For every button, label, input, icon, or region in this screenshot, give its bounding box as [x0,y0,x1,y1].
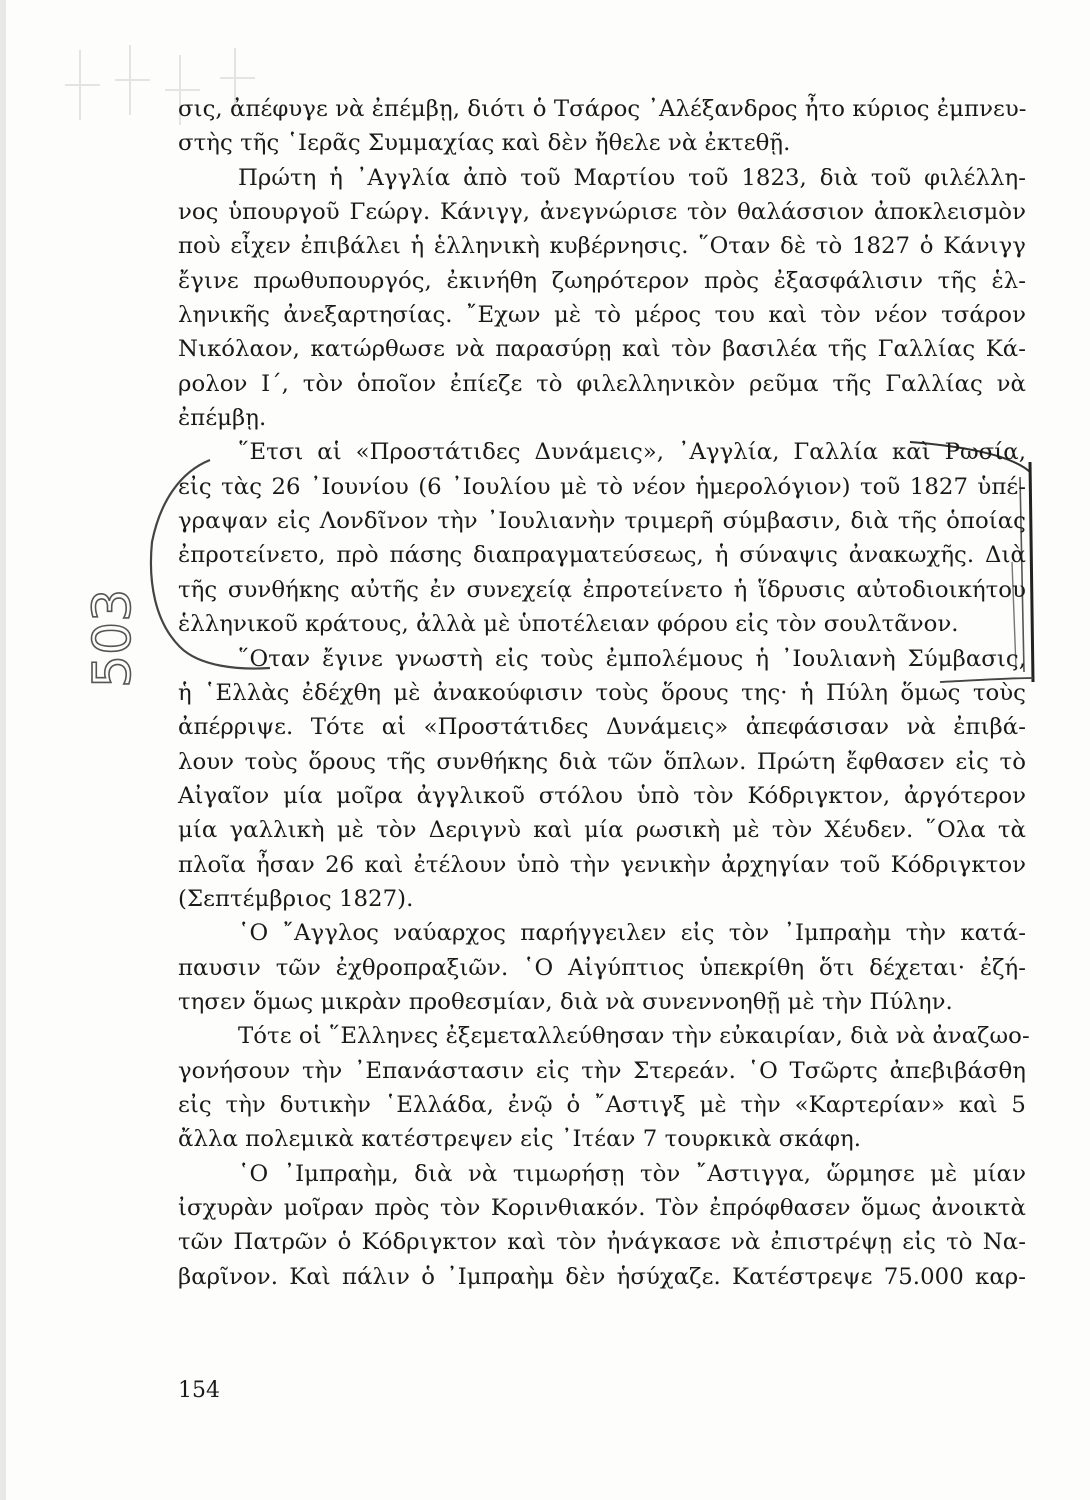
text-line: εἰς τὰς 26 ᾿Ιουνίου (6 ᾿Ιουλίου μὲ τὸ νέον ἡμερολόγιον) τοῦ 1827 ὑπέ- [178,473,1026,500]
text-line: ποὺ εἶχεν ἐπιβάλει ἡ ἑλληνικὴ κυβέρνησις. ῞Οταν δὲ τὸ 1827 ὁ Κάνιγγ [178,233,1026,260]
text-line: Νικόλαον, κατώρθωσε νὰ παρασύρῃ καὶ τὸν βασιλέα τῆς Γαλλίας Κά- [178,336,1026,363]
text-line: ἔγινε πρωθυπουργός, ἐκινήθη ζωηρότερον πρὸς ἐξασφάλισιν τῆς ἑλ- [178,267,1026,294]
text-line: γονήσουν τὴν ᾿Επανάστασιν εἰς τὴν Στερεάν. ῾Ο Τσῶρτς ἀπεβιβάσθη [178,1057,1026,1084]
text-line: γραψαν εἰς Λονδῖνον τὴν ᾿Ιουλιανὴν τριμερῆ σύμβασιν, διὰ τῆς ὁποίας [178,508,1026,535]
text-line: παυσιν τῶν ἐχθροπραξιῶν. ῾Ο Αἰγύπτιος ὑπεκρίθη ὅτι δέχεται· ἐζή- [178,954,1026,981]
text-line: σις, ἀπέφυγε νὰ ἐπέμβῃ, διότι ὁ Τσάρος ᾿Αλέξανδρος ἦτο κύριος ἐμπνευ- [178,96,1027,122]
text-line: Τότε οἱ ῞Ελληνες ἐξεμεταλλεύθησαν τὴν εὐκαιρίαν, διὰ νὰ ἀναζωο- [238,1023,1030,1050]
text-line: ἑλληνικοῦ κράτους, ἀλλὰ μὲ ὑποτέλειαν φόρου εἰς τὸν σουλτᾶνον. [178,611,959,638]
text-line: ῞Ετσι αἱ «Προστάτιδες Δυνάμεις», ᾿Αγγλία, Γαλλία καὶ Ρωσία, [238,439,1026,466]
text-line: ῾Ο ᾿Ιμπραὴμ, διὰ νὰ τιμωρήσῃ τὸν ῎Αστιγγα, ὥρμησε μὲ μίαν [238,1160,1026,1187]
body-text [178,92,1030,1294]
text-line: ἄλλα πολεμικὰ κατέστρεψεν εἰς ᾿Ιτέαν 7 τουρκικὰ σκάφη. [178,1126,862,1153]
text-line: ῾Ο ῎Αγγλος ναύαρχος παρήγγειλεν εἰς τὸν ᾿Ιμπραὴμ τὴν κατά- [238,920,1026,947]
text-line: πλοῖα ἦσαν 26 καὶ ἐτέλουν ὑπὸ τὴν γενικὴν ἀρχηγίαν τοῦ Κόδριγκτον [178,851,1026,878]
text-line: Πρώτη ἡ ᾿Αγγλία ἀπὸ τοῦ Μαρτίου τοῦ 1823, διὰ τοῦ φιλέλλη- [238,164,1026,191]
text-line: (Σεπτέμβριος 1827). [178,885,414,912]
margin-note-503 [82,530,152,690]
text-line: μία γαλλικὴ μὲ τὸν Δεριγνὺ καὶ μία ρωσικὴ μὲ τὸν Χέυδεν. ῞Ολα τὰ [178,817,1026,844]
page-number: 154 [178,1378,220,1403]
text-line: ἰσχυρὰν μοῖραν πρὸς τὸν Κορινθιακόν. Τὸν ἐπρόφθασεν ὅμως ἀνοικτὰ [178,1195,1026,1221]
text-line: ἡ ῾Ελλὰς ἐδέχθη μὲ ἀνακούφισιν τοὺς ὅρους της· ἡ Πύλη ὅμως τοὺς [178,679,1026,706]
text-line: ρολον Ι΄, τὸν ὁποῖον ἐπίεζε τὸ φιλελληνικὸν ρεῦμα τῆς Γαλλίας νὰ [178,370,1026,397]
text-line: λουν τοὺς ὅρους τῆς συνθήκης διὰ τῶν ὅπλων. Πρώτη ἔφθασεν εἰς τὸ [178,748,1026,775]
text-line: ἀπέρριψε. Τότε αἱ «Προστάτιδες Δυνάμεις» ἀπεφάσισαν νὰ ἐπιβά- [178,714,1026,741]
text-line: νος ὑπουργοῦ Γεώργ. Κάνιγγ, ἀνεγνώρισε τὸν θαλάσσιον ἀποκλεισμὸν [178,199,1026,226]
margin-note-text: 503 [83,588,143,688]
text-line: στὴς τῆς ῾Ιερᾶς Συμμαχίας καὶ δὲν ἤθελε νὰ ἐκτεθῇ. [178,130,791,157]
text-line: εἰς τὴν δυτικὴν ῾Ελλάδα, ἐνῷ ὁ ῎Αστιγξ μὲ τὴν «Καρτερίαν» καὶ 5 [178,1091,1026,1118]
text-line: ἐπέμβῃ. [178,405,267,432]
text-line: ῞Οταν ἔγινε γνωστὴ εἰς τοὺς ἐμπολέμους ἡ ᾿Ιουλιανὴ Σύμβασις, [238,645,1026,672]
text-line: βαρῖνον. Καὶ πάλιν ὁ ᾿Ιμπραὴμ δὲν ἡσύχαζε. Κατέστρεψε 75.000 καρ- [178,1263,1026,1290]
text-line: Αἰγαῖον μία μοῖρα ἀγγλικοῦ στόλου ὑπὸ τὸν Κόδριγκτον, ἀργότερον [178,782,1026,809]
text-line: ἐπροτείνετο, πρὸ πάσης διαπραγματεύσεως, ἡ σύναψις ἀνακωχῆς. Διὰ [178,542,1026,569]
page-edge-shadow [0,0,6,1500]
text-line: ληνικῆς ἀνεξαρτησίας. ῎Εχων μὲ τὸ μέρος του καὶ τὸν νέον τσάρον [178,302,1026,329]
text-line: τῶν Πατρῶν ὁ Κόδριγκτον καὶ τὸν ἠνάγκασε νὰ ἐπιστρέψῃ εἰς τὸ Να- [178,1229,1026,1256]
text-line: τῆς συνθήκης αὐτῆς ἐν συνεχείᾳ ἐπροτείνετο ἡ ἵδρυσις αὐτοδιοικήτου [178,576,1026,603]
text-line: τησεν ὅμως μικρὰν προθεσμίαν, διὰ νὰ συνεννοηθῇ μὲ τὴν Πύλην. [178,988,953,1015]
